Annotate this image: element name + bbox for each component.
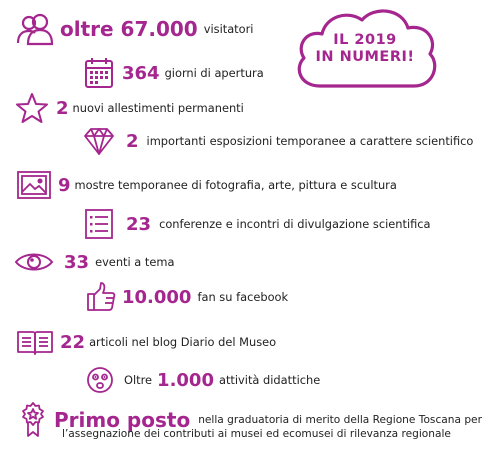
prize-line-2: l’assegnazione dei contributi ai musei ed ecomusei di rilevanza regionale (62, 428, 451, 440)
prize-title: Primo posto (54, 408, 191, 432)
stat-text: nuovi allestimenti permanenti (72, 101, 244, 115)
stat-visitors (16, 12, 253, 46)
thumbs-up-icon (86, 281, 116, 313)
stat-number: 364 (122, 62, 160, 84)
picture-icon (16, 170, 52, 200)
stat-text: fan su facebook (197, 290, 289, 304)
stat-number: 9 (58, 174, 71, 196)
calendar-icon (84, 57, 114, 89)
stat-text: importanti esposizioni temporanee a carattere scientifico (146, 134, 474, 148)
cloud-line-1: IL 2019 (333, 32, 397, 48)
stat-number: oltre 67.000 (60, 17, 198, 41)
eye-icon (14, 250, 54, 274)
award-icon (22, 402, 44, 438)
stat-text: articoli nel blog Diario del Museo (89, 335, 277, 349)
diamond-icon (84, 127, 114, 155)
stat-text: visitatori (203, 22, 254, 36)
cloud-line-2: IN NUMERI! (315, 49, 415, 65)
stat-number: 33 (64, 251, 90, 273)
stat-text: eventi a tema (95, 255, 175, 269)
visitors-icon (16, 12, 54, 46)
stat-number: 2 (126, 130, 139, 152)
stat-prefix: Oltre (124, 373, 153, 387)
stat-number: 22 (60, 331, 86, 353)
smiley-icon (86, 366, 114, 394)
book-icon (16, 328, 54, 356)
stat-text: mostre temporanee di fotografia, arte, pittura e scultura (74, 178, 397, 192)
stat-opening-days (84, 57, 264, 89)
star-icon (16, 92, 48, 124)
stat-permanent-installations (16, 92, 244, 124)
stat-number: 1.000 (157, 369, 214, 391)
cloud-title (290, 32, 440, 66)
stat-conferences (84, 208, 431, 240)
stat-number: 2 (56, 97, 69, 119)
list-icon (84, 208, 114, 240)
stat-educational-activities (86, 366, 320, 394)
stat-blog-articles (16, 328, 276, 356)
prize-line-1: nella graduatoria di merito della Regione Toscana per (198, 414, 482, 426)
stat-number: 10.000 (122, 286, 192, 308)
stat-number: 23 (126, 213, 152, 235)
stat-facebook-fans (86, 281, 288, 313)
stat-events (14, 250, 174, 274)
stat-temporary-shows (16, 170, 397, 200)
stat-temporary-exhibitions (84, 127, 473, 155)
stat-text: attività didattiche (218, 373, 321, 387)
stat-text: giorni di apertura (164, 66, 264, 80)
stat-text: conferenze e incontri di divulgazione scientifica (159, 217, 431, 231)
